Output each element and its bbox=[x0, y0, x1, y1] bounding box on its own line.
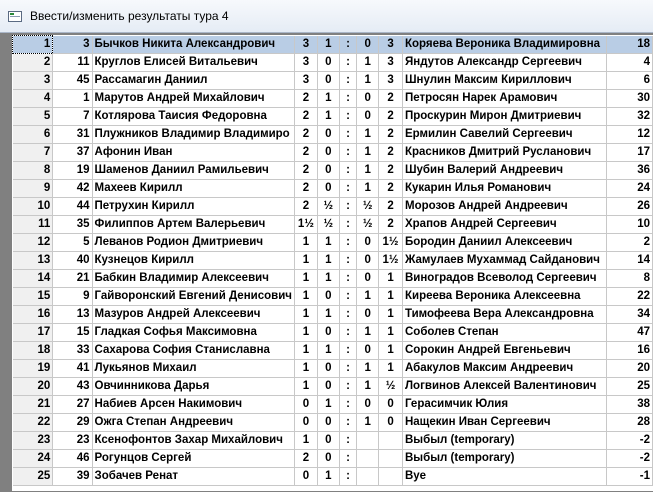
board-number: 16 bbox=[13, 306, 53, 324]
white-player-number: 1 bbox=[53, 90, 92, 108]
result-separator: : bbox=[339, 414, 357, 432]
board-number: 4 bbox=[13, 90, 53, 108]
white-points: 2 bbox=[294, 198, 317, 216]
result-separator: : bbox=[339, 306, 357, 324]
white-points: 3 bbox=[294, 36, 317, 54]
white-result[interactable]: 1 bbox=[317, 234, 339, 252]
table-row[interactable] bbox=[13, 414, 653, 432]
board-number: 7 bbox=[13, 144, 53, 162]
white-player-name: Ожга Степан Андреевич bbox=[92, 414, 294, 432]
black-points bbox=[379, 450, 403, 468]
board-number: 10 bbox=[13, 198, 53, 216]
white-result[interactable]: 0 bbox=[317, 162, 339, 180]
white-player-name: Лукьянов Михаил bbox=[92, 360, 294, 378]
black-player-number: 4 bbox=[606, 54, 652, 72]
result-separator: : bbox=[339, 342, 357, 360]
white-result[interactable]: ½ bbox=[317, 216, 339, 234]
black-result[interactable]: 1 bbox=[357, 126, 379, 144]
black-player-number: 24 bbox=[606, 180, 652, 198]
black-points bbox=[379, 432, 403, 450]
black-result[interactable]: 1 bbox=[357, 324, 379, 342]
black-player-number: 14 bbox=[606, 252, 652, 270]
white-result[interactable]: 1 bbox=[317, 396, 339, 414]
result-separator: : bbox=[339, 468, 357, 486]
white-result[interactable]: 1 bbox=[317, 306, 339, 324]
result-separator: : bbox=[339, 198, 357, 216]
black-player-name: Сорокин Андрей Евгеньевич bbox=[402, 342, 606, 360]
white-points: 2 bbox=[294, 108, 317, 126]
black-result[interactable] bbox=[357, 468, 379, 486]
black-points: 2 bbox=[379, 126, 403, 144]
black-points: 3 bbox=[379, 36, 403, 54]
black-player-name: Бородин Даниил Алексеевич bbox=[402, 234, 606, 252]
black-points: 2 bbox=[379, 180, 403, 198]
result-separator: : bbox=[339, 108, 357, 126]
white-points: 3 bbox=[294, 54, 317, 72]
board-number: 25 bbox=[13, 468, 53, 486]
result-separator: : bbox=[339, 72, 357, 90]
table-row[interactable] bbox=[13, 270, 653, 288]
white-player-number: 5 bbox=[53, 234, 92, 252]
black-points: 3 bbox=[379, 72, 403, 90]
black-result[interactable]: 0 bbox=[357, 252, 379, 270]
white-player-number: 42 bbox=[53, 180, 92, 198]
results-grid[interactable] bbox=[12, 35, 653, 491]
board-number: 20 bbox=[13, 378, 53, 396]
white-player-number: 45 bbox=[53, 72, 92, 90]
white-player-name: Овчинникова Дарья bbox=[92, 378, 294, 396]
black-player-number: 6 bbox=[606, 72, 652, 90]
white-player-number: 9 bbox=[53, 288, 92, 306]
white-result[interactable]: 0 bbox=[317, 378, 339, 396]
black-player-number: 22 bbox=[606, 288, 652, 306]
white-points: 1 bbox=[294, 288, 317, 306]
black-points: 2 bbox=[379, 90, 403, 108]
white-player-number: 15 bbox=[53, 324, 92, 342]
result-separator: : bbox=[339, 396, 357, 414]
black-player-name: Выбыл (temporary) bbox=[402, 450, 606, 468]
result-separator: : bbox=[339, 90, 357, 108]
table-row[interactable] bbox=[13, 342, 653, 360]
white-player-name: Петрухин Кирилл bbox=[92, 198, 294, 216]
result-separator: : bbox=[339, 216, 357, 234]
white-result[interactable]: 1 bbox=[317, 90, 339, 108]
table-row[interactable] bbox=[13, 144, 653, 162]
black-player-name: Проскурин Мирон Дмитриевич bbox=[402, 108, 606, 126]
white-points: 2 bbox=[294, 180, 317, 198]
white-result[interactable]: 0 bbox=[317, 54, 339, 72]
pairings-body bbox=[13, 36, 653, 486]
app-window-icon bbox=[8, 11, 22, 22]
table-row[interactable] bbox=[13, 180, 653, 198]
white-points: 1 bbox=[294, 432, 317, 450]
white-points: 1 bbox=[294, 378, 317, 396]
result-separator: : bbox=[339, 378, 357, 396]
black-player-number: 8 bbox=[606, 270, 652, 288]
white-result[interactable]: 0 bbox=[317, 450, 339, 468]
black-player-name: Шнулин Максим Кириллович bbox=[402, 72, 606, 90]
black-result[interactable] bbox=[357, 432, 379, 450]
board-number: 15 bbox=[13, 288, 53, 306]
black-player-number: -1 bbox=[606, 468, 652, 486]
black-result[interactable]: 0 bbox=[357, 306, 379, 324]
white-player-number: 3 bbox=[53, 36, 92, 54]
white-points: 2 bbox=[294, 162, 317, 180]
white-player-name: Ксенофонтов Захар Михайлович bbox=[92, 432, 294, 450]
black-result[interactable]: ½ bbox=[357, 198, 379, 216]
white-player-number: 19 bbox=[53, 162, 92, 180]
white-points: 1½ bbox=[294, 216, 317, 234]
table-row[interactable] bbox=[13, 306, 653, 324]
black-result[interactable]: 0 bbox=[357, 108, 379, 126]
black-player-number: 36 bbox=[606, 162, 652, 180]
table-row[interactable] bbox=[13, 162, 653, 180]
black-player-name: Петросян Нарек Арамович bbox=[402, 90, 606, 108]
white-points: 1 bbox=[294, 234, 317, 252]
table-row[interactable] bbox=[13, 54, 653, 72]
black-result[interactable]: 0 bbox=[357, 342, 379, 360]
black-player-name: Логвинов Алексей Валентинович bbox=[402, 378, 606, 396]
black-player-name: Морозов Андрей Андреевич bbox=[402, 198, 606, 216]
white-player-name: Набиев Арсен Накимович bbox=[92, 396, 294, 414]
white-player-number: 13 bbox=[53, 306, 92, 324]
black-player-name: Яндутов Александр Сергеевич bbox=[402, 54, 606, 72]
table-row[interactable] bbox=[13, 378, 653, 396]
table-row[interactable] bbox=[13, 396, 653, 414]
result-separator: : bbox=[339, 234, 357, 252]
table-row[interactable] bbox=[13, 234, 653, 252]
black-player-number: 12 bbox=[606, 126, 652, 144]
white-player-name: Сахарова София Станиславна bbox=[92, 342, 294, 360]
white-player-number: 29 bbox=[53, 414, 92, 432]
result-separator: : bbox=[339, 324, 357, 342]
black-points: 1½ bbox=[379, 234, 403, 252]
black-player-number: 32 bbox=[606, 108, 652, 126]
white-points: 1 bbox=[294, 360, 317, 378]
board-number: 22 bbox=[13, 414, 53, 432]
black-points: 3 bbox=[379, 54, 403, 72]
board-number: 6 bbox=[13, 126, 53, 144]
white-points: 0 bbox=[294, 396, 317, 414]
result-separator: : bbox=[339, 450, 357, 468]
white-player-number: 27 bbox=[53, 396, 92, 414]
black-player-name: Абакулов Максим Андреевич bbox=[402, 360, 606, 378]
white-result[interactable]: 0 bbox=[317, 414, 339, 432]
white-result[interactable]: 0 bbox=[317, 72, 339, 90]
white-points: 1 bbox=[294, 252, 317, 270]
black-result[interactable]: 1 bbox=[357, 360, 379, 378]
white-player-number: 41 bbox=[53, 360, 92, 378]
white-result[interactable]: ½ bbox=[317, 198, 339, 216]
board-number: 23 bbox=[13, 432, 53, 450]
black-player-number: 26 bbox=[606, 198, 652, 216]
table-row[interactable] bbox=[13, 432, 653, 450]
black-points: 1 bbox=[379, 342, 403, 360]
white-player-name: Марутов Андрей Михайлович bbox=[92, 90, 294, 108]
white-points: 2 bbox=[294, 144, 317, 162]
black-player-name: Герасимчик Юлия bbox=[402, 396, 606, 414]
white-result[interactable]: 1 bbox=[317, 108, 339, 126]
table-row[interactable] bbox=[13, 360, 653, 378]
table-row[interactable] bbox=[13, 126, 653, 144]
board-number: 3 bbox=[13, 72, 53, 90]
white-points: 2 bbox=[294, 126, 317, 144]
black-points: 2 bbox=[379, 144, 403, 162]
black-player-number: 16 bbox=[606, 342, 652, 360]
white-player-number: 11 bbox=[53, 54, 92, 72]
white-player-name: Зобачев Ренат bbox=[92, 468, 294, 486]
board-number: 13 bbox=[13, 252, 53, 270]
black-player-number: 28 bbox=[606, 414, 652, 432]
black-points: ½ bbox=[379, 378, 403, 396]
white-player-name: Рассамагин Даниил bbox=[92, 72, 294, 90]
black-points: 1 bbox=[379, 360, 403, 378]
white-player-name: Филиппов Артем Валерьевич bbox=[92, 216, 294, 234]
table-row[interactable] bbox=[13, 450, 653, 468]
white-result[interactable]: 1 bbox=[317, 342, 339, 360]
white-result[interactable]: 1 bbox=[317, 270, 339, 288]
board-number: 12 bbox=[13, 234, 53, 252]
table-row[interactable] bbox=[13, 216, 653, 234]
black-player-name: Ермилин Савелий Сергеевич bbox=[402, 126, 606, 144]
black-player-number: -2 bbox=[606, 450, 652, 468]
board-number: 21 bbox=[13, 396, 53, 414]
white-result[interactable]: 0 bbox=[317, 180, 339, 198]
result-separator: : bbox=[339, 36, 357, 54]
result-separator: : bbox=[339, 432, 357, 450]
black-result[interactable]: 1 bbox=[357, 162, 379, 180]
white-result[interactable]: 1 bbox=[317, 36, 339, 54]
white-result[interactable]: 1 bbox=[317, 252, 339, 270]
black-result[interactable]: 1 bbox=[357, 378, 379, 396]
white-result[interactable]: 0 bbox=[317, 288, 339, 306]
black-points bbox=[379, 468, 403, 486]
black-points: 0 bbox=[379, 414, 403, 432]
white-result[interactable]: 0 bbox=[317, 324, 339, 342]
board-number: 5 bbox=[13, 108, 53, 126]
black-result[interactable]: 1 bbox=[357, 54, 379, 72]
black-player-name: Коряева Вероника Владимировна bbox=[402, 36, 606, 54]
result-separator: : bbox=[339, 180, 357, 198]
white-player-name: Афонин Иван bbox=[92, 144, 294, 162]
board-number: 11 bbox=[13, 216, 53, 234]
black-result[interactable]: 1 bbox=[357, 288, 379, 306]
white-points: 1 bbox=[294, 306, 317, 324]
white-player-name: Гладкая Софья Максимовна bbox=[92, 324, 294, 342]
black-player-number: 25 bbox=[606, 378, 652, 396]
black-player-number: 38 bbox=[606, 396, 652, 414]
black-player-number: 17 bbox=[606, 144, 652, 162]
black-result[interactable]: 0 bbox=[357, 234, 379, 252]
white-player-number: 31 bbox=[53, 126, 92, 144]
black-player-number: 18 bbox=[606, 36, 652, 54]
black-points: 2 bbox=[379, 162, 403, 180]
white-player-number: 46 bbox=[53, 450, 92, 468]
result-separator: : bbox=[339, 144, 357, 162]
white-points: 1 bbox=[294, 324, 317, 342]
white-player-number: 44 bbox=[53, 198, 92, 216]
black-player-name: Выбыл (temporary) bbox=[402, 432, 606, 450]
white-points: 0 bbox=[294, 414, 317, 432]
result-separator: : bbox=[339, 360, 357, 378]
black-points: 1 bbox=[379, 306, 403, 324]
black-points: 1½ bbox=[379, 252, 403, 270]
white-player-name: Гайворонский Евгений Денисович bbox=[92, 288, 294, 306]
white-result[interactable]: 1 bbox=[317, 468, 339, 486]
window-title: Ввести/изменить результаты тура 4 bbox=[30, 9, 229, 23]
result-separator: : bbox=[339, 54, 357, 72]
black-player-name: Соболев Степан bbox=[402, 324, 606, 342]
black-points: 2 bbox=[379, 108, 403, 126]
board-number: 1 bbox=[13, 36, 53, 54]
black-player-number: 2 bbox=[606, 234, 652, 252]
board-number: 17 bbox=[13, 324, 53, 342]
result-separator: : bbox=[339, 288, 357, 306]
white-player-name: Рогунцов Сергей bbox=[92, 450, 294, 468]
white-points: 0 bbox=[294, 468, 317, 486]
white-player-number: 35 bbox=[53, 216, 92, 234]
table-row[interactable] bbox=[13, 108, 653, 126]
white-player-name: Шаменов Даниил Рамильевич bbox=[92, 162, 294, 180]
black-result[interactable]: 1 bbox=[357, 72, 379, 90]
table-row[interactable] bbox=[13, 198, 653, 216]
board-number: 14 bbox=[13, 270, 53, 288]
black-result[interactable]: 0 bbox=[357, 36, 379, 54]
board-number: 19 bbox=[13, 360, 53, 378]
black-points: 2 bbox=[379, 198, 403, 216]
black-points: 1 bbox=[379, 288, 403, 306]
white-player-name: Бычков Никита Александрович bbox=[92, 36, 294, 54]
white-points: 1 bbox=[294, 270, 317, 288]
black-result[interactable]: ½ bbox=[357, 216, 379, 234]
black-result[interactable]: 0 bbox=[357, 90, 379, 108]
pairings-table bbox=[12, 35, 653, 486]
black-player-name: Тимофеева Вера Александровна bbox=[402, 306, 606, 324]
board-number: 8 bbox=[13, 162, 53, 180]
black-result[interactable]: 1 bbox=[357, 144, 379, 162]
white-player-number: 7 bbox=[53, 108, 92, 126]
black-player-number: -2 bbox=[606, 432, 652, 450]
table-row[interactable] bbox=[13, 324, 653, 342]
black-result[interactable] bbox=[357, 450, 379, 468]
white-points: 2 bbox=[294, 450, 317, 468]
white-player-number: 33 bbox=[53, 342, 92, 360]
black-player-name: Красников Дмитрий Русланович bbox=[402, 144, 606, 162]
white-result[interactable]: 0 bbox=[317, 126, 339, 144]
white-result[interactable]: 0 bbox=[317, 360, 339, 378]
white-player-name: Махеев Кирилл bbox=[92, 180, 294, 198]
black-points: 1 bbox=[379, 324, 403, 342]
board-number: 18 bbox=[13, 342, 53, 360]
white-player-number: 23 bbox=[53, 432, 92, 450]
black-player-name: Нащекин Иван Сергеевич bbox=[402, 414, 606, 432]
board-number: 9 bbox=[13, 180, 53, 198]
table-row[interactable] bbox=[13, 72, 653, 90]
black-player-number: 34 bbox=[606, 306, 652, 324]
black-result[interactable]: 1 bbox=[357, 180, 379, 198]
white-player-name: Мазуров Андрей Алексеевич bbox=[92, 306, 294, 324]
white-player-number: 21 bbox=[53, 270, 92, 288]
black-result[interactable]: 0 bbox=[357, 396, 379, 414]
white-player-name: Кузнецов Кирилл bbox=[92, 252, 294, 270]
black-player-name: Храпов Андрей Сергеевич bbox=[402, 216, 606, 234]
white-player-number: 39 bbox=[53, 468, 92, 486]
result-separator: : bbox=[339, 162, 357, 180]
black-player-name: Bye bbox=[402, 468, 606, 486]
board-number: 24 bbox=[13, 450, 53, 468]
white-points: 2 bbox=[294, 90, 317, 108]
black-player-number: 20 bbox=[606, 360, 652, 378]
table-row[interactable] bbox=[13, 468, 653, 486]
white-player-name: Леванов Родион Дмитриевич bbox=[92, 234, 294, 252]
table-row[interactable] bbox=[13, 288, 653, 306]
black-result[interactable]: 1 bbox=[357, 414, 379, 432]
result-separator: : bbox=[339, 126, 357, 144]
white-player-number: 37 bbox=[53, 144, 92, 162]
black-player-number: 30 bbox=[606, 90, 652, 108]
white-player-number: 43 bbox=[53, 378, 92, 396]
black-player-name: Киреева Вероника Алексеевна bbox=[402, 288, 606, 306]
black-result[interactable]: 0 bbox=[357, 270, 379, 288]
result-separator: : bbox=[339, 270, 357, 288]
result-separator: : bbox=[339, 252, 357, 270]
black-player-name: Виноградов Всеволод Сергеевич bbox=[402, 270, 606, 288]
table-row[interactable] bbox=[13, 36, 653, 54]
black-points: 2 bbox=[379, 216, 403, 234]
black-player-number: 10 bbox=[606, 216, 652, 234]
table-row[interactable] bbox=[13, 90, 653, 108]
white-points: 1 bbox=[294, 342, 317, 360]
black-points: 1 bbox=[379, 270, 403, 288]
white-result[interactable]: 0 bbox=[317, 432, 339, 450]
white-player-name: Плужников Владимир Владимиро bbox=[92, 126, 294, 144]
white-points: 3 bbox=[294, 72, 317, 90]
black-points: 0 bbox=[379, 396, 403, 414]
board-number: 2 bbox=[13, 54, 53, 72]
black-player-name: Кукарин Илья Романович bbox=[402, 180, 606, 198]
table-row[interactable] bbox=[13, 252, 653, 270]
white-player-name: Бабкин Владимир Алексеевич bbox=[92, 270, 294, 288]
white-player-name: Котлярова Таисия Федоровна bbox=[92, 108, 294, 126]
black-player-name: Жамулаев Мухаммад Сайданович bbox=[402, 252, 606, 270]
white-player-name: Круглов Елисей Витальевич bbox=[92, 54, 294, 72]
white-result[interactable]: 0 bbox=[317, 144, 339, 162]
results-grid-frame bbox=[0, 33, 653, 492]
black-player-number: 47 bbox=[606, 324, 652, 342]
window-titlebar[interactable] bbox=[0, 0, 653, 33]
white-player-number: 40 bbox=[53, 252, 92, 270]
black-player-name: Шубин Валерий Андреевич bbox=[402, 162, 606, 180]
